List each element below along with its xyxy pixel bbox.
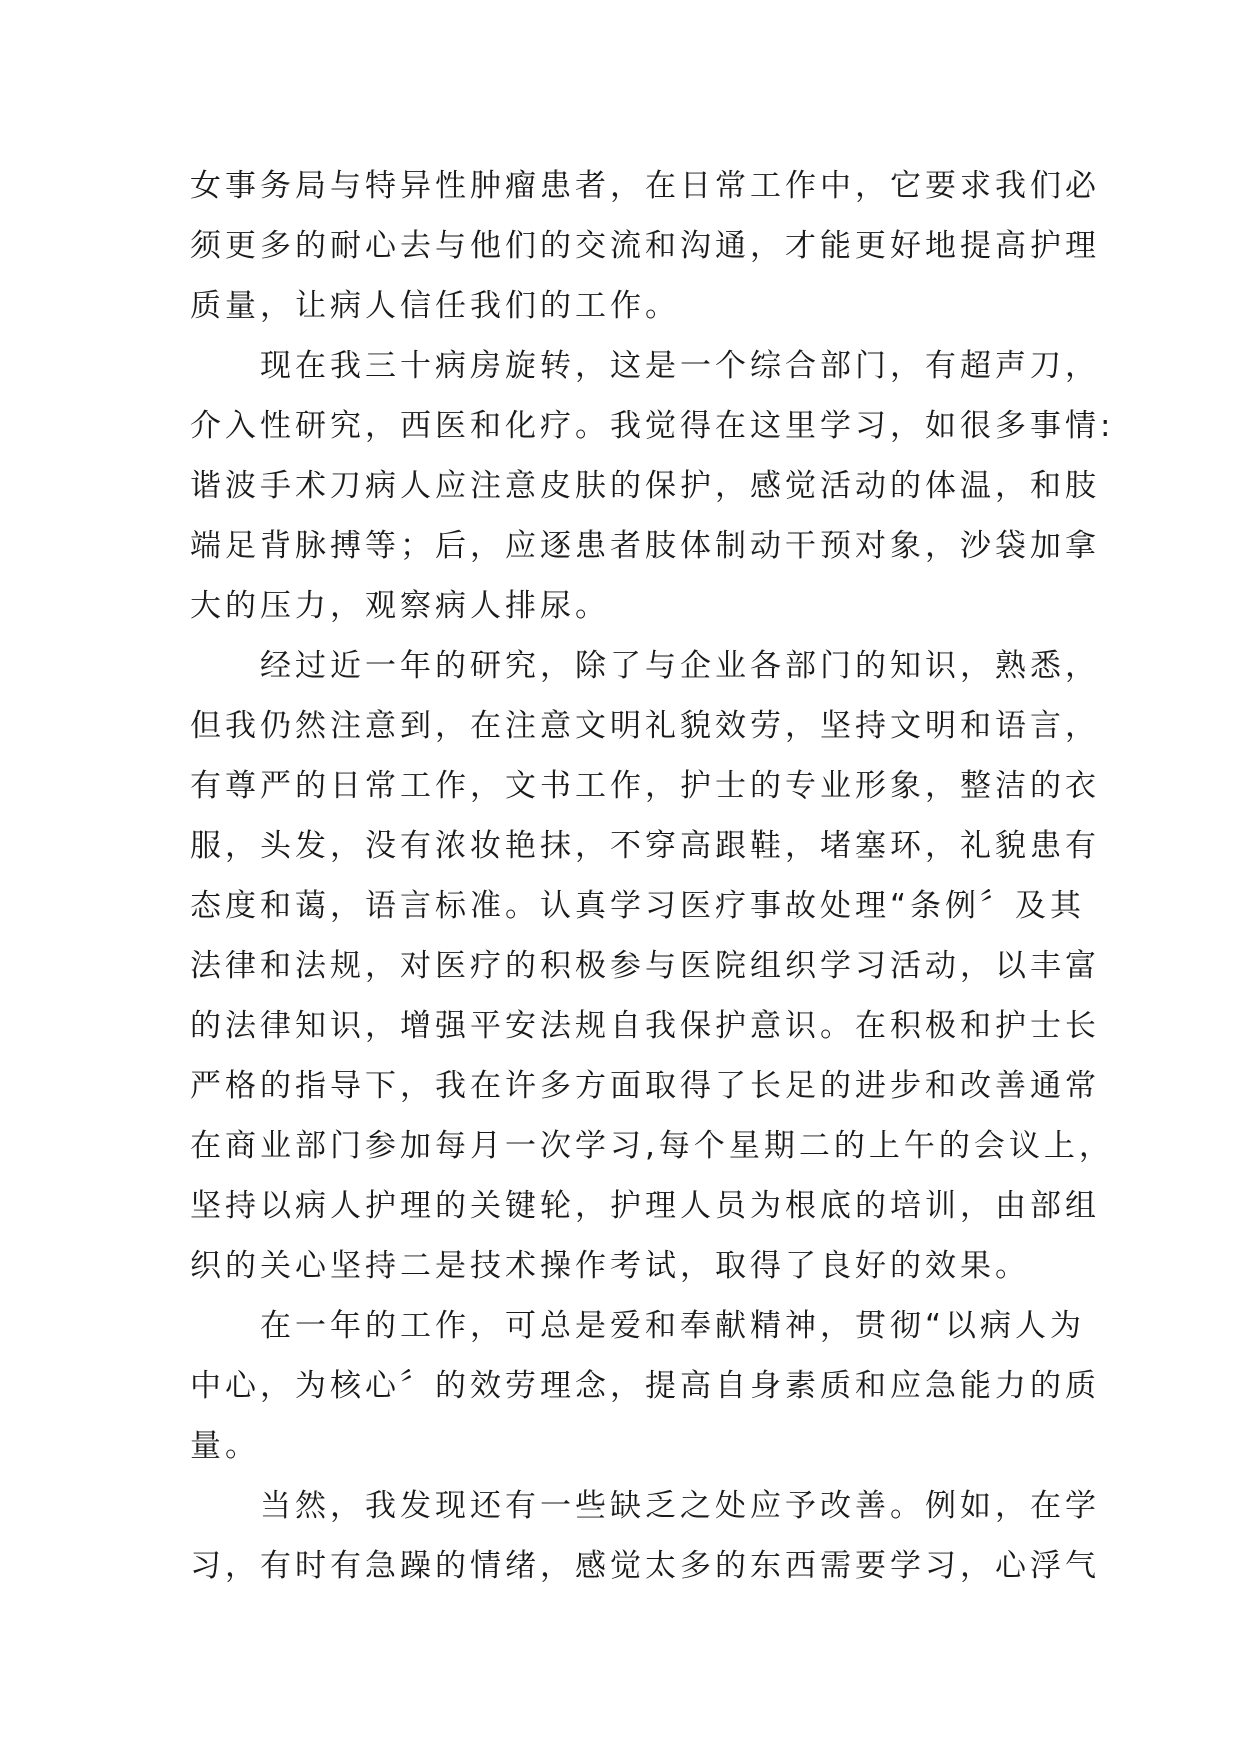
text-line: 织的关心坚持二是技术操作考试，取得了良好的效果。 bbox=[190, 1248, 1030, 1284]
text-line: 大的压力，观察病人排尿。 bbox=[190, 588, 610, 624]
text-line: 服，头发，没有浓妆艳抹，不穿高跟鞋，堵塞环，礼貌患有 bbox=[190, 828, 1100, 864]
text-line: 质量，让病人信任我们的工作。 bbox=[190, 288, 680, 324]
text-line: 但我仍然注意到，在注意文明礼貌效劳，坚持文明和语言， bbox=[190, 708, 1100, 744]
text-line: 习，有时有急躁的情绪，感觉太多的东西需要学习，心浮气 bbox=[190, 1548, 1100, 1584]
text-line: 当然，我发现还有一些缺乏之处应予改善。例如，在学 bbox=[260, 1488, 1100, 1524]
text-line: 经过近一年的研究，除了与企业各部门的知识，熟悉， bbox=[260, 648, 1100, 684]
paragraph-2 bbox=[190, 336, 1115, 636]
text-line: 谐波手术刀病人应注意皮肤的保护，感觉活动的体温，和肢 bbox=[190, 468, 1100, 504]
text-line: 须更多的耐心去与他们的交流和沟通，才能更好地提高护理 bbox=[190, 228, 1100, 264]
text-line: 在一年的工作，可总是爱和奉献精神，贯彻“以病人为 bbox=[260, 1308, 1086, 1344]
text-line: 量。 bbox=[190, 1428, 260, 1464]
text-line: 现在我三十病房旋转，这是一个综合部门，有超声刀， bbox=[260, 348, 1100, 384]
text-line: 在商业部门参加每月一次学习,每个星期二的上午的会议上， bbox=[190, 1128, 1114, 1164]
text-line: 女事务局与特异性肿瘤患者，在日常工作中，它要求我们必 bbox=[190, 168, 1100, 204]
text-line: 的法律知识，增强平安法规自我保护意识。在积极和护士长 bbox=[190, 1008, 1100, 1044]
text-line: 有尊严的日常工作，文书工作，护士的专业形象，整洁的衣 bbox=[190, 768, 1100, 804]
text-line: 端足背脉搏等；后，应逐患者肢体制动干预对象，沙袋加拿 bbox=[190, 528, 1100, 564]
paragraph-3 bbox=[190, 636, 1114, 1296]
paragraph-1 bbox=[190, 156, 1100, 336]
paragraph-5 bbox=[190, 1476, 1100, 1596]
paragraph-4 bbox=[190, 1296, 1100, 1476]
text-line: 介入性研究，西医和化疗。我觉得在这里学习，如很多事情: bbox=[190, 408, 1115, 444]
text-line: 态度和蔼，语言标准。认真学习医疗事故处理“条例〞及其 bbox=[190, 888, 1086, 924]
text-line: 坚持以病人护理的关键轮，护理人员为根底的培训，由部组 bbox=[190, 1188, 1100, 1224]
text-line: 严格的指导下，我在许多方面取得了长足的进步和改善通常 bbox=[190, 1068, 1100, 1104]
document-body bbox=[190, 156, 1115, 1596]
text-line: 中心，为核心〞的效劳理念，提高自身素质和应急能力的质 bbox=[190, 1368, 1100, 1404]
text-line: 法律和法规，对医疗的积极参与医院组织学习活动，以丰富 bbox=[190, 948, 1100, 984]
